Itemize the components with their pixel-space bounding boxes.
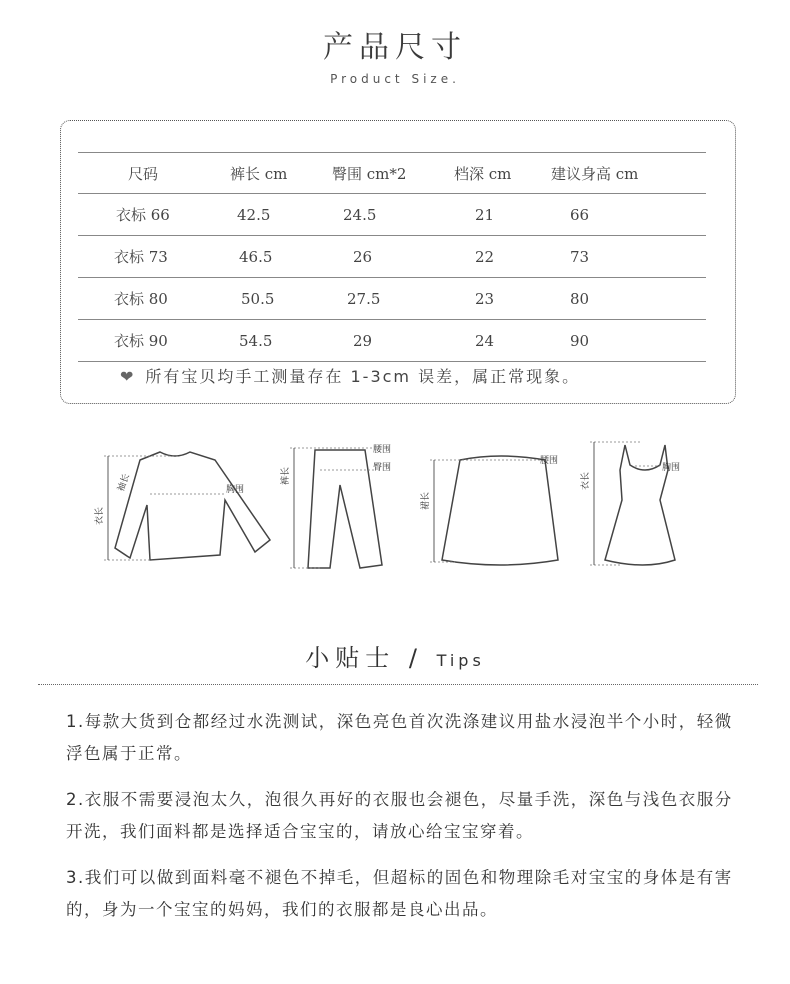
cell-height: 66 (550, 194, 706, 236)
cell-length: 42.5 (229, 194, 331, 236)
cell-rise: 23 (453, 278, 550, 320)
tip-item-1: 1.每款大货到仓都经过水洗测试，深色亮色首次洗涤建议用盐水浸泡半个小时，轻微浮色属于正常。 (66, 712, 733, 763)
skirt-length-label: 裙长 (421, 491, 431, 510)
size-table (78, 152, 706, 362)
dotted-divider (38, 684, 758, 685)
cell-size: 衣标 80 (78, 278, 229, 320)
cell-height: 90 (550, 320, 706, 362)
cell-hip: 24.5 (331, 194, 453, 236)
header-height: 建议身高 cm (550, 153, 706, 194)
cell-length: 50.5 (229, 278, 331, 320)
tip-item-2: 2.衣服不需要浸泡太久，泡很久再好的衣服也会褪色，尽量手洗，深色与浅色衣服分开洗，我们面料都是选择适合宝宝的，请放心给宝宝穿着。 (66, 790, 733, 841)
heart-icon: ❤ (120, 367, 136, 386)
cell-length: 46.5 (229, 236, 331, 278)
cell-height: 80 (550, 278, 706, 320)
cell-hip: 27.5 (331, 278, 453, 320)
table-row (78, 194, 706, 236)
cell-size: 衣标 73 (78, 236, 229, 278)
pants-length-label: 裤长 (281, 466, 291, 485)
note-text: 所有宝贝均手工测量存在 1-3cm 误差，属正常现象。 (145, 367, 581, 386)
skirt-waist-label: 腰围 (540, 456, 559, 466)
tip-item-3: 3.我们可以做到面料毫不褪色不掉毛，但超标的固色和物理除毛对宝宝的身体是有害的，身为一个宝宝的妈妈，我们的衣服都是良心出品。 (66, 868, 733, 919)
header-hip: 臀围 cm*2 (331, 153, 453, 194)
table-row (78, 236, 706, 278)
header-rise: 档深 cm (453, 153, 550, 194)
hip-label: 臀围 (373, 463, 392, 473)
tips-title-cn: 小贴士 (305, 644, 396, 672)
cell-rise: 21 (453, 194, 550, 236)
table-header-row (78, 153, 706, 194)
slash-divider: / (395, 644, 437, 672)
top-diagram-icon (115, 452, 270, 560)
cell-size: 衣标 66 (78, 194, 229, 236)
skirt-diagram-icon (442, 456, 558, 565)
cell-rise: 22 (453, 236, 550, 278)
header-size: 尺码 (78, 153, 229, 194)
tips-title (0, 638, 790, 673)
page-title: 产品尺寸 (323, 30, 467, 65)
table-row (78, 320, 706, 362)
cell-rise: 24 (453, 320, 550, 362)
cell-hip: 29 (331, 320, 453, 362)
garment-diagrams (90, 430, 710, 580)
dress-chest-label: 胸围 (662, 463, 681, 473)
table-row (78, 278, 706, 320)
sleeve-label: 袖长 (116, 472, 132, 494)
cell-length: 54.5 (229, 320, 331, 362)
cell-hip: 26 (331, 236, 453, 278)
page-subtitle: Product Size. (330, 72, 460, 86)
top-length-label: 衣长 (95, 506, 105, 525)
cell-height: 73 (550, 236, 706, 278)
pants-diagram-icon (308, 450, 382, 568)
measurement-note (120, 364, 580, 387)
header-length: 裤长 cm (229, 153, 331, 194)
cell-size: 衣标 90 (78, 320, 229, 362)
chest-label: 胸围 (226, 485, 245, 495)
dress-length-label: 衣长 (581, 471, 591, 490)
tips-title-en: Tips (436, 651, 485, 670)
waist-label: 腰围 (373, 445, 392, 455)
